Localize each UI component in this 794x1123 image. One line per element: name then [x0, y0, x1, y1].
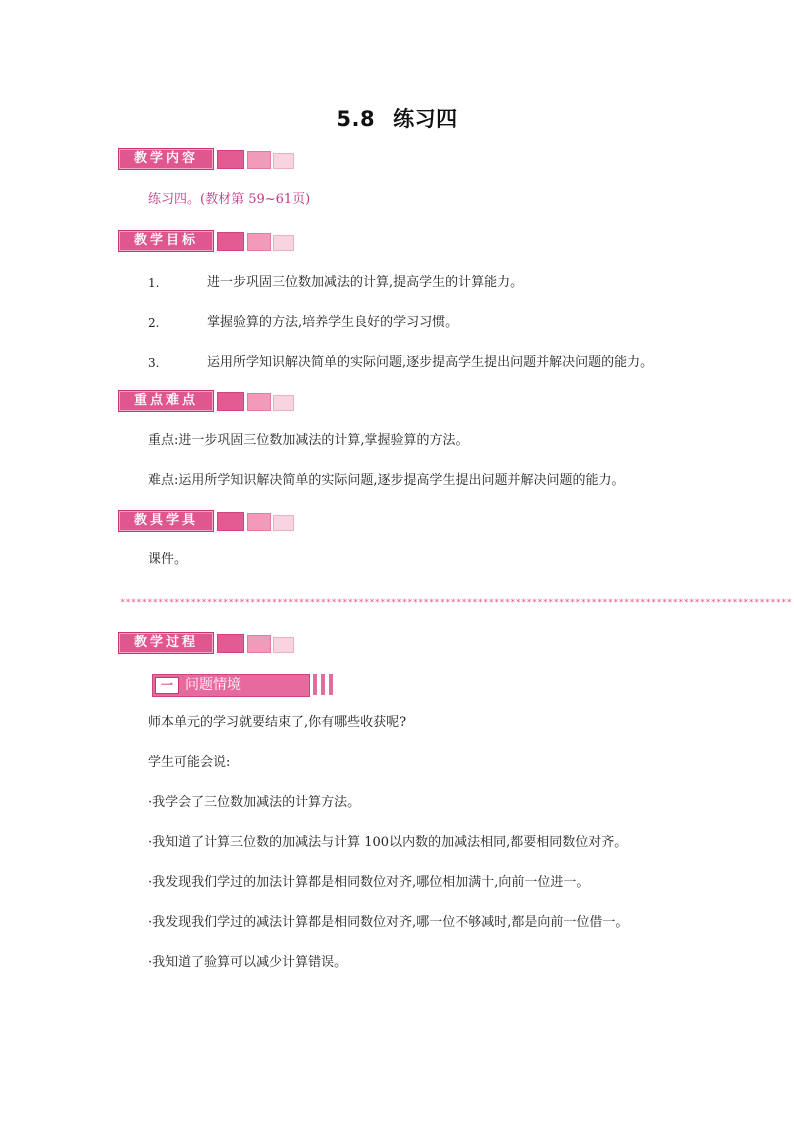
sub-section-header: [152, 674, 342, 695]
section-header-process: [118, 632, 298, 654]
key-point-text: 重点:进一步巩固三位数加减法的计算,掌握验算的方法。: [148, 433, 469, 448]
decor-square: [217, 150, 244, 169]
tools-body: 课件。: [148, 552, 188, 567]
section-header-key-points: [118, 390, 298, 412]
title-number: 5.8: [336, 107, 376, 131]
decor-stripe: [313, 674, 317, 695]
objective-number: 1.: [148, 276, 160, 290]
process-paragraph: ·我发现我们学过的减法计算都是相同数位对齐,哪一位不够减时,都是向前一位借一。: [148, 915, 629, 930]
decor-square: [247, 513, 271, 531]
decor-square: [273, 515, 294, 531]
decor-square: [217, 634, 244, 653]
process-paragraph: ·我发现我们学过的加法计算都是相同数位对齐,哪位相加满十,向前一位进一。: [148, 875, 590, 890]
process-paragraph: 学生可能会说:: [148, 755, 231, 770]
sub-section-bar: [152, 674, 310, 697]
process-paragraph: ·我学会了三位数加减法的计算方法。: [148, 795, 361, 810]
decor-square: [273, 637, 294, 653]
decor-square: [217, 232, 244, 251]
objective-text: 掌握验算的方法,培养学生良好的学习习惯。: [207, 315, 459, 330]
sub-section-title: 问题情境: [185, 677, 241, 693]
decor-square: [247, 151, 271, 169]
objective-number: 2.: [148, 316, 160, 330]
process-paragraph: ·我知道了验算可以减少计算错误。: [148, 955, 348, 970]
decor-stripe: [329, 674, 333, 695]
objective-text: 运用所学知识解决简单的实际问题,逐步提高学生提出问题并解决问题的能力。: [207, 355, 654, 370]
decor-square: [247, 233, 271, 251]
objective-text: 进一步巩固三位数加减法的计算,提高学生的计算能力。: [207, 275, 524, 290]
decor-stripe: [321, 674, 325, 695]
section-header-content: [118, 148, 298, 170]
section-label: 重点难点: [118, 390, 214, 412]
process-paragraph: ·我知道了计算三位数的加减法与计算 100以内数的加减法相同,都要相同数位对齐。: [148, 835, 628, 850]
section-label: 教学内容: [118, 148, 214, 170]
process-paragraph: 师本单元的学习就要结束了,你有哪些收获呢?: [148, 715, 407, 730]
decor-square: [273, 235, 294, 251]
difficult-point-text: 难点:运用所学知识解决简单的实际问题,逐步提高学生提出问题并解决问题的能力。: [148, 473, 625, 488]
content-body: 练习四。(教材第 59~61页): [148, 192, 311, 207]
section-label: 教具学具: [118, 510, 214, 532]
sub-section-index: 一: [155, 677, 179, 694]
section-header-tools: [118, 510, 298, 532]
decor-square: [247, 393, 271, 411]
objective-number: 3.: [148, 356, 160, 370]
decor-square: [247, 635, 271, 653]
section-header-objectives: [118, 230, 298, 252]
decor-square: [217, 512, 244, 531]
title-text: 练习四: [393, 107, 458, 131]
star-divider: ****************************************************************************************************************************: [120, 598, 792, 608]
section-label: 教学目标: [118, 230, 214, 252]
section-label: 教学过程: [118, 632, 214, 654]
decor-square: [273, 395, 294, 411]
page-title: [0, 103, 794, 133]
decor-square: [273, 153, 294, 169]
decor-square: [217, 392, 244, 411]
